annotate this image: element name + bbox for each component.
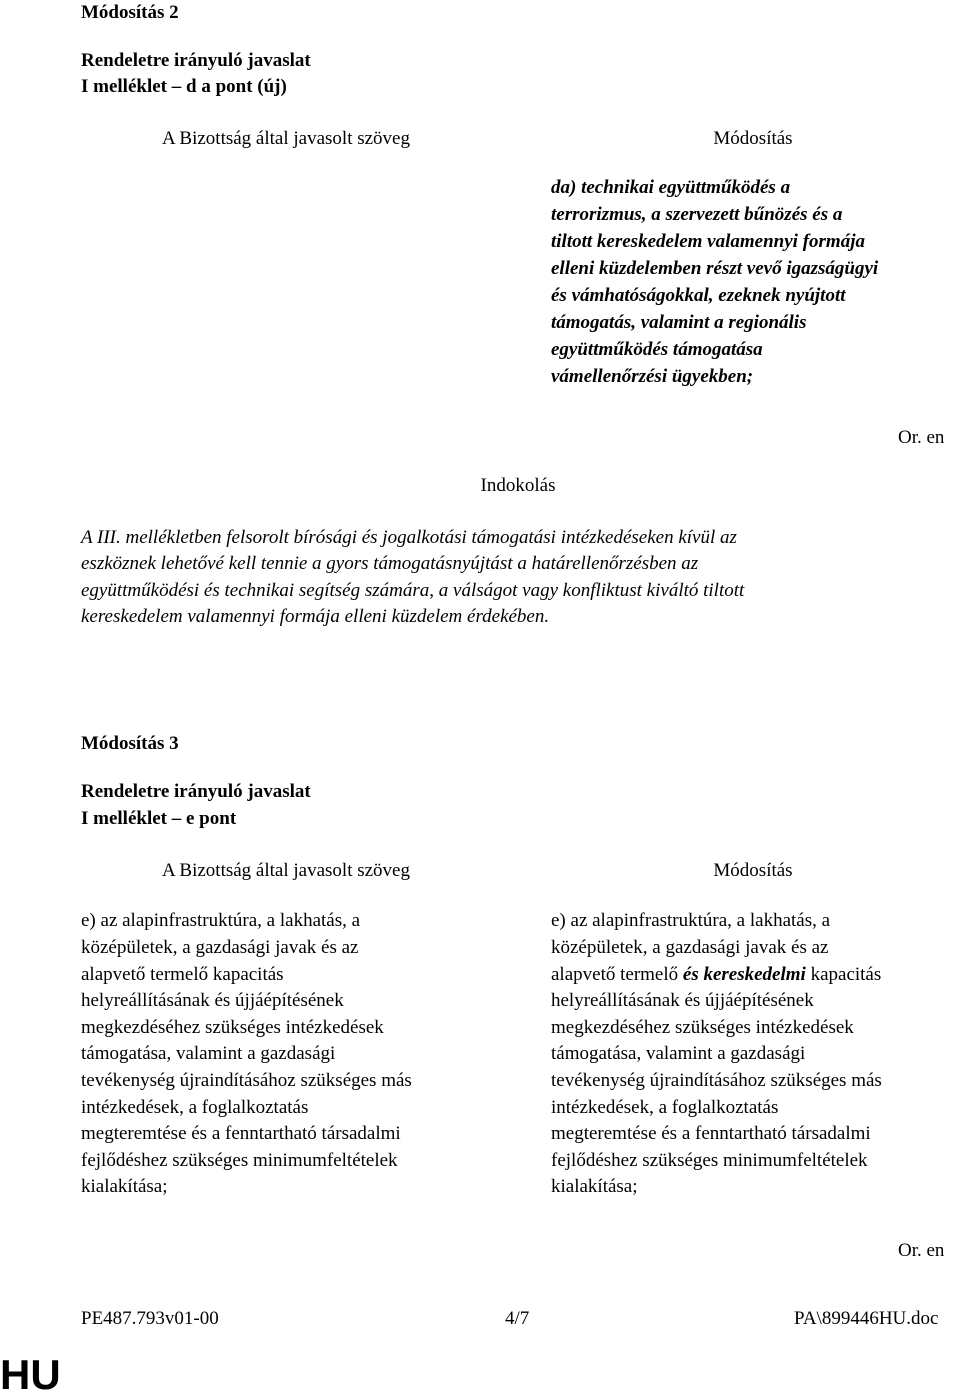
- amendment-2-right-line: támogatás, valamint a regionális: [551, 312, 807, 333]
- amendment-2-left-column-header: A Bizottság által javasolt szöveg: [161, 128, 410, 149]
- amendment-2-original-language: Or. en: [898, 427, 945, 448]
- amendment-2-right-column-header: Módosítás: [713, 128, 793, 149]
- amendment-3-left-line: fejlődéshez szükséges minimumfeltételek: [81, 1150, 398, 1171]
- amendment-3-left-line: megteremtése és a fenntartható társadalmi: [81, 1123, 401, 1144]
- amendment-3-right-line: megteremtése és a fenntartható társadalmi: [551, 1123, 871, 1144]
- amendment-3-left-line: e) az alapinfrastruktúra, a lakhatás, a: [81, 910, 361, 931]
- amendment-2-subtitle-annex: I melléklet – d a pont (új): [81, 76, 287, 97]
- amendment-3-subtitle-proposal: Rendeletre irányuló javaslat: [81, 781, 311, 802]
- amendment-2-right-line: tiltott kereskedelem valamennyi formája: [551, 231, 865, 252]
- amendment-2-right-line: elleni küzdelemben részt vevő igazságügyi: [551, 258, 879, 279]
- amendment-3-left-line: tevékenység újraindításához szükséges más: [81, 1070, 412, 1091]
- amendment-2-justification-title: Indokolás: [480, 475, 556, 496]
- footer-language-code: HU: [0, 1351, 61, 1398]
- footer-page-number: 4/7: [505, 1308, 530, 1329]
- amendment-3-left-line: középületek, a gazdasági javak és az: [81, 937, 359, 958]
- amendment-3-left-line: intézkedések, a foglalkoztatás: [81, 1097, 309, 1118]
- amendment-3-left-line: megkezdéséhez szükséges intézkedések: [81, 1017, 384, 1038]
- justification-line: kereskedelem valamennyi formája elleni küzdelem érdekében.: [81, 606, 550, 627]
- amendment-3-right-line: középületek, a gazdasági javak és az: [551, 937, 829, 958]
- amendment-2-right-line: terrorizmus, a szervezett bűnözés és a: [551, 204, 843, 225]
- amendment-3-right-line: támogatása, valamint a gazdasági: [551, 1043, 806, 1064]
- footer-file-name: PA\899446HU.doc: [794, 1308, 939, 1329]
- amendment-3-subtitle-annex: I melléklet – e pont: [81, 808, 237, 829]
- amendment-3-left-line: helyreállításának és újjáépítésének: [81, 990, 344, 1011]
- amendment-2-right-line: vámellenőrzési ügyekben;: [551, 366, 754, 387]
- amendment-3-right-line: kialakítása;: [551, 1176, 638, 1197]
- amendment-2-right-line: együttműködés támogatása: [551, 339, 763, 360]
- inserted-text: és kereskedelmi: [682, 964, 806, 985]
- amendment-3-left-line: támogatása, valamint a gazdasági: [81, 1043, 336, 1064]
- justification-line: együttműködési és technikai segítség számára, a válságot vagy konfliktust kiváltó tiltott: [81, 580, 745, 601]
- amendment-3-title: Módosítás 3: [81, 733, 179, 754]
- amendment-3-right-column-header: Módosítás: [713, 860, 793, 881]
- amendment-3-left-line: alapvető termelő kapacitás: [81, 964, 284, 985]
- amendment-3-right-line: helyreállításának és újjáépítésének: [551, 990, 814, 1011]
- amendment-3-left-column-header: A Bizottság által javasolt szöveg: [161, 860, 410, 881]
- right-line-3-before: alapvető termelő: [551, 964, 683, 985]
- amendment-3-right-line: e) az alapinfrastruktúra, a lakhatás, a: [551, 910, 831, 931]
- amendment-3-right-line: fejlődéshez szükséges minimumfeltételek: [551, 1150, 868, 1171]
- amendment-3-right-line: megkezdéséhez szükséges intézkedések: [551, 1017, 854, 1038]
- amendment-3-left-line: kialakítása;: [81, 1176, 168, 1197]
- footer-document-reference: PE487.793v01-00: [81, 1308, 219, 1329]
- right-line-3-after: kapacitás: [805, 964, 882, 985]
- amendment-3-original-language: Or. en: [898, 1240, 945, 1261]
- amendment-2-right-line: da) technikai együttműködés a: [551, 177, 791, 198]
- amendment-3-right-line: tevékenység újraindításához szükséges más: [551, 1070, 882, 1091]
- amendment-2-title: Módosítás 2: [81, 2, 179, 23]
- justification-line: eszköznek lehetővé kell tennie a gyors támogatásnyújtást a határellenőrzésben az: [81, 553, 699, 574]
- amendment-3-right-line-with-insertion: [551, 964, 881, 986]
- amendment-2-right-line: és vámhatóságokkal, ezeknek nyújtott: [551, 285, 846, 306]
- justification-line: A III. mellékletben felsorolt bírósági és jogalkotási támogatási intézkedéseken kívül az: [81, 527, 737, 548]
- amendment-3-right-line: intézkedések, a foglalkoztatás: [551, 1097, 779, 1118]
- amendment-2-subtitle-proposal: Rendeletre irányuló javaslat: [81, 50, 311, 71]
